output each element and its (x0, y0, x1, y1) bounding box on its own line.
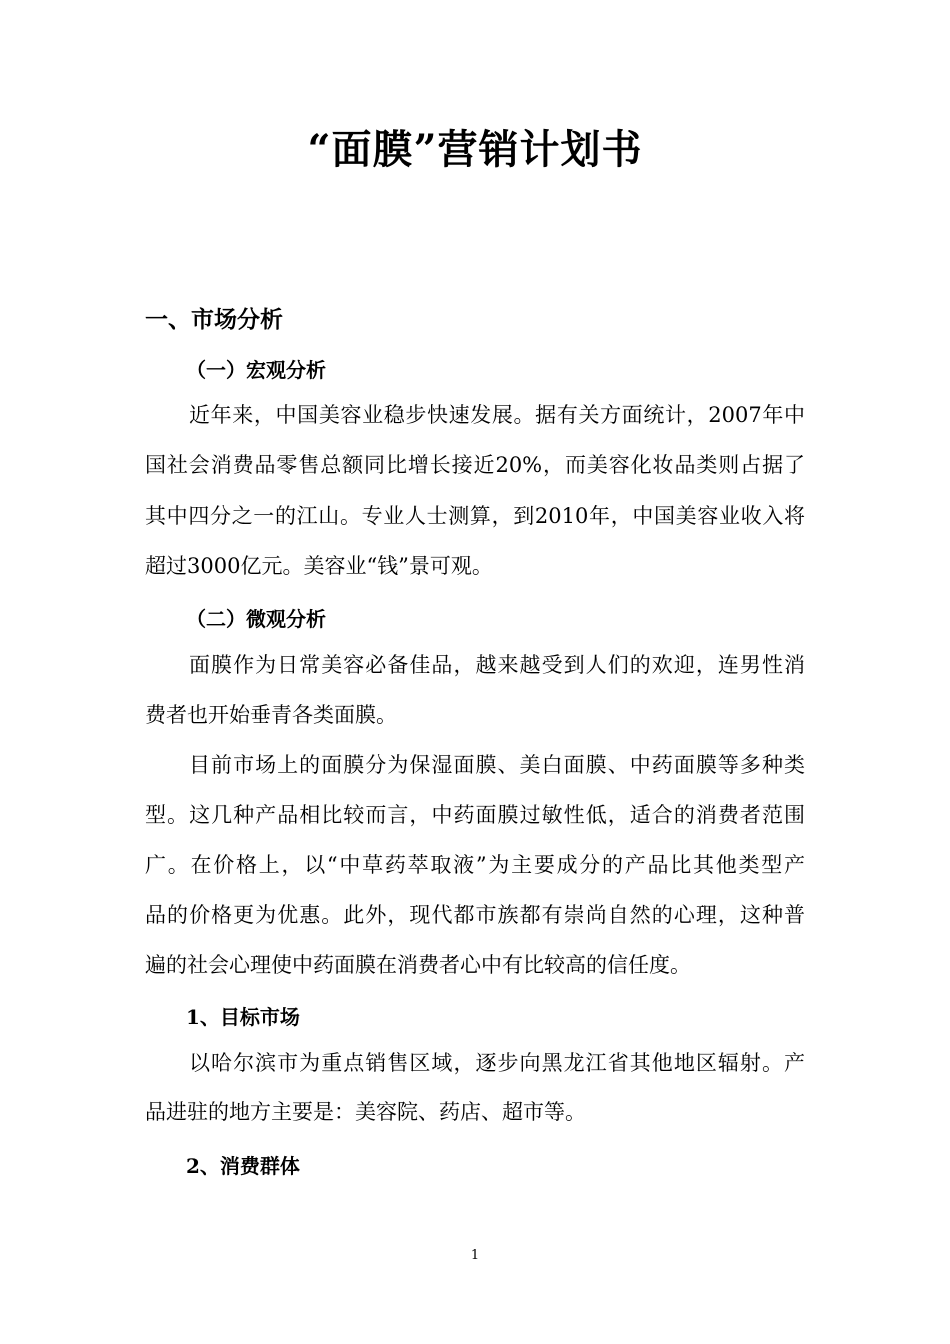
paragraph-line: 品的价格更为优惠。此外，现代都市族都有崇尚自然的心理，这种普 (145, 903, 805, 927)
paragraph-line: 国社会消费品零售总额同比增长接近20%，而美容化妆品类则占据了 (145, 453, 805, 477)
paragraph-line: 费者也开始垂青各类面膜。 (145, 703, 397, 727)
paragraph-line: 超过3000亿元。美容业“钱”景可观。 (145, 554, 493, 578)
paragraph-line: 品进驻的地方主要是：美容院、药店、超市等。 (145, 1100, 586, 1124)
paragraph-line: 广。在价格上，以“中草药萃取液”为主要成分的产品比其他类型产 (145, 853, 805, 877)
subheading-target-market: 1、目标市场 (186, 1005, 300, 1029)
subheading-micro-analysis: （二）微观分析 (186, 607, 326, 631)
paragraph-line: 面膜作为日常美容必备佳品，越来越受到人们的欢迎，连男性消 (189, 653, 805, 677)
paragraph-line: 近年来，中国美容业稳步快速发展。据有关方面统计，2007年中 (189, 403, 805, 427)
section-heading-market-analysis: 一、市场分析 (145, 306, 283, 333)
paragraph-line: 目前市场上的面膜分为保湿面膜、美白面膜、中药面膜等多种类 (189, 753, 805, 777)
page-number: 1 (470, 1248, 480, 1263)
paragraph-line: 以哈尔滨市为重点销售区域，逐步向黑龙江省其他地区辐射。产 (189, 1051, 805, 1075)
paragraph-line: 其中四分之一的江山。专业人士测算，到2010年，中国美容业收入将 (145, 504, 805, 528)
paragraph-line: 遍的社会心理使中药面膜在消费者心中有比较高的信任度。 (145, 953, 691, 977)
subheading-macro-analysis: （一）宏观分析 (186, 358, 326, 382)
paragraph-line: 型。这几种产品相比较而言，中药面膜过敏性低，适合的消费者范围 (145, 803, 805, 827)
subheading-consumer-group: 2、消费群体 (186, 1154, 300, 1178)
document-title: “面膜”营销计划书 (307, 126, 643, 173)
